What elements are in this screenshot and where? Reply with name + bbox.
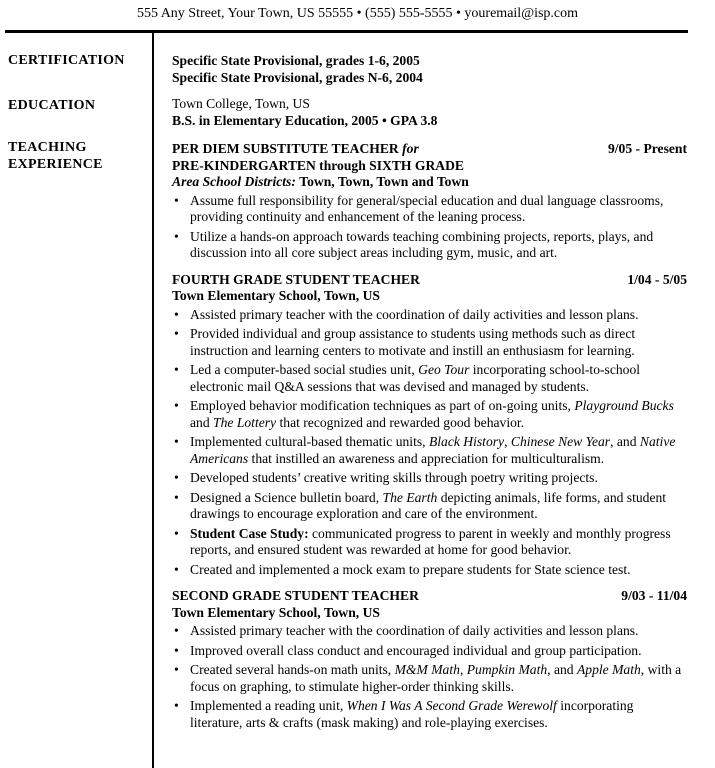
- list-item: • Led a computer-based social studies unit, Geo Tour incorporating school-to-school electronic mail Q&A sessions that was devised and managed by students.: [172, 362, 687, 395]
- list-item: • Provided individual and group assistance to students using methods such as direct instruction and learning centers to motivate and instill an enthusiasm for learning.: [172, 326, 687, 359]
- list-item: • Designed a Science bulletin board, The Earth depicting animals, life forms, and student drawings to encourage exploration and care of the environment.: [172, 490, 687, 523]
- list-item: • Assume full responsibility for general/special education and dual language classrooms, providing continuity and enhancement of the leaning process.: [172, 193, 687, 226]
- list-item: • Student Case Study: communicated progress to parent in weekly and monthly progress reports, and ensured student was rewarded at home for good behavior.: [172, 526, 687, 559]
- contact-line: 555 Any Street, Your Town, US 55555 • (555) 555-5555 • youremail@isp.com: [136, 6, 579, 21]
- job-entry: [172, 588, 687, 731]
- experience-heading: [8, 139, 103, 173]
- certification-line: Specific State Provisional, grades 1-6, 2005: [172, 53, 420, 68]
- job-header: [172, 272, 687, 289]
- job-location: Town Elementary School, Town, US: [172, 288, 380, 303]
- list-item: • Implemented a reading unit, When I Was A Second Grade Werewolf incorporating literature, arts & crafts (mask making) and role-playing exercises.: [172, 698, 687, 731]
- education-heading: EDUCATION: [8, 98, 96, 113]
- education-degree: B.S. in Elementary Education, 2005 • GPA 3.8: [172, 112, 438, 128]
- job-location: Area School Districts: Town, Town, Town and Town: [172, 174, 469, 189]
- job-bullets: [172, 307, 687, 579]
- job-title: FOURTH GRADE STUDENT TEACHER: [172, 271, 420, 287]
- list-item: • Assisted primary teacher with the coordination of daily activities and lesson plans.: [172, 623, 687, 640]
- experience-content: [172, 141, 687, 734]
- job-bullets: [172, 193, 687, 262]
- education-content: [172, 96, 687, 129]
- certification-content: [172, 53, 687, 86]
- job-subtitle: PRE-KINDERGARTEN through SIXTH GRADE: [172, 157, 464, 173]
- job-date: 9/05 - Present: [607, 141, 687, 156]
- list-item: • Implemented cultural-based thematic units, Black History, Chinese New Year, and Native Americans that instilled an awareness and appreciation for multiculturalism.: [172, 434, 687, 467]
- job-header: [172, 141, 687, 158]
- experience-heading-line: TEACHING: [8, 140, 87, 155]
- job-entry: [172, 272, 687, 579]
- list-item: • Employed behavior modification techniques as part of on-going units, Playground Bucks and The Lottery that recognized and rewarded good behavior.: [172, 398, 687, 431]
- job-location: Town Elementary School, Town, US: [172, 604, 380, 620]
- job-bullets: [172, 623, 687, 731]
- column-divider: [152, 33, 154, 768]
- job-entry: [172, 141, 687, 262]
- experience-heading-line: EXPERIENCE: [8, 157, 103, 172]
- list-item: • Created several hands-on math units, M&M Math, Pumpkin Math, and Apple Math, with a focus on graphing, to stimulate higher-order thinking skills.: [172, 662, 687, 695]
- certification-line: Specific State Provisional, grades N-6, 2004: [172, 69, 423, 85]
- list-item: • Improved overall class conduct and encouraged individual and group participation.: [172, 643, 687, 660]
- job-date: 9/03 - 11/04: [621, 588, 687, 603]
- job-date: 1/04 - 5/05: [627, 271, 687, 287]
- header-rule: [5, 30, 688, 33]
- list-item: • Assisted primary teacher with the coordination of daily activities and lesson plans.: [172, 307, 687, 324]
- list-item: • Created and implemented a mock exam to prepare students for State science test.: [172, 562, 687, 579]
- job-title: SECOND GRADE STUDENT TEACHER: [172, 588, 419, 603]
- certification-heading: CERTIFICATION: [8, 53, 125, 68]
- education-school: Town College, Town, US: [172, 96, 310, 111]
- job-header: [172, 588, 687, 605]
- job-title: PER DIEM SUBSTITUTE TEACHER for: [172, 141, 419, 156]
- list-item: • Utilize a hands-on approach towards teaching combining projects, reports, plays, and discussion into all core subject areas including gym, music, and art.: [172, 229, 687, 262]
- list-item: • Developed students’ creative writing skills through poetry writing projects.: [172, 470, 687, 487]
